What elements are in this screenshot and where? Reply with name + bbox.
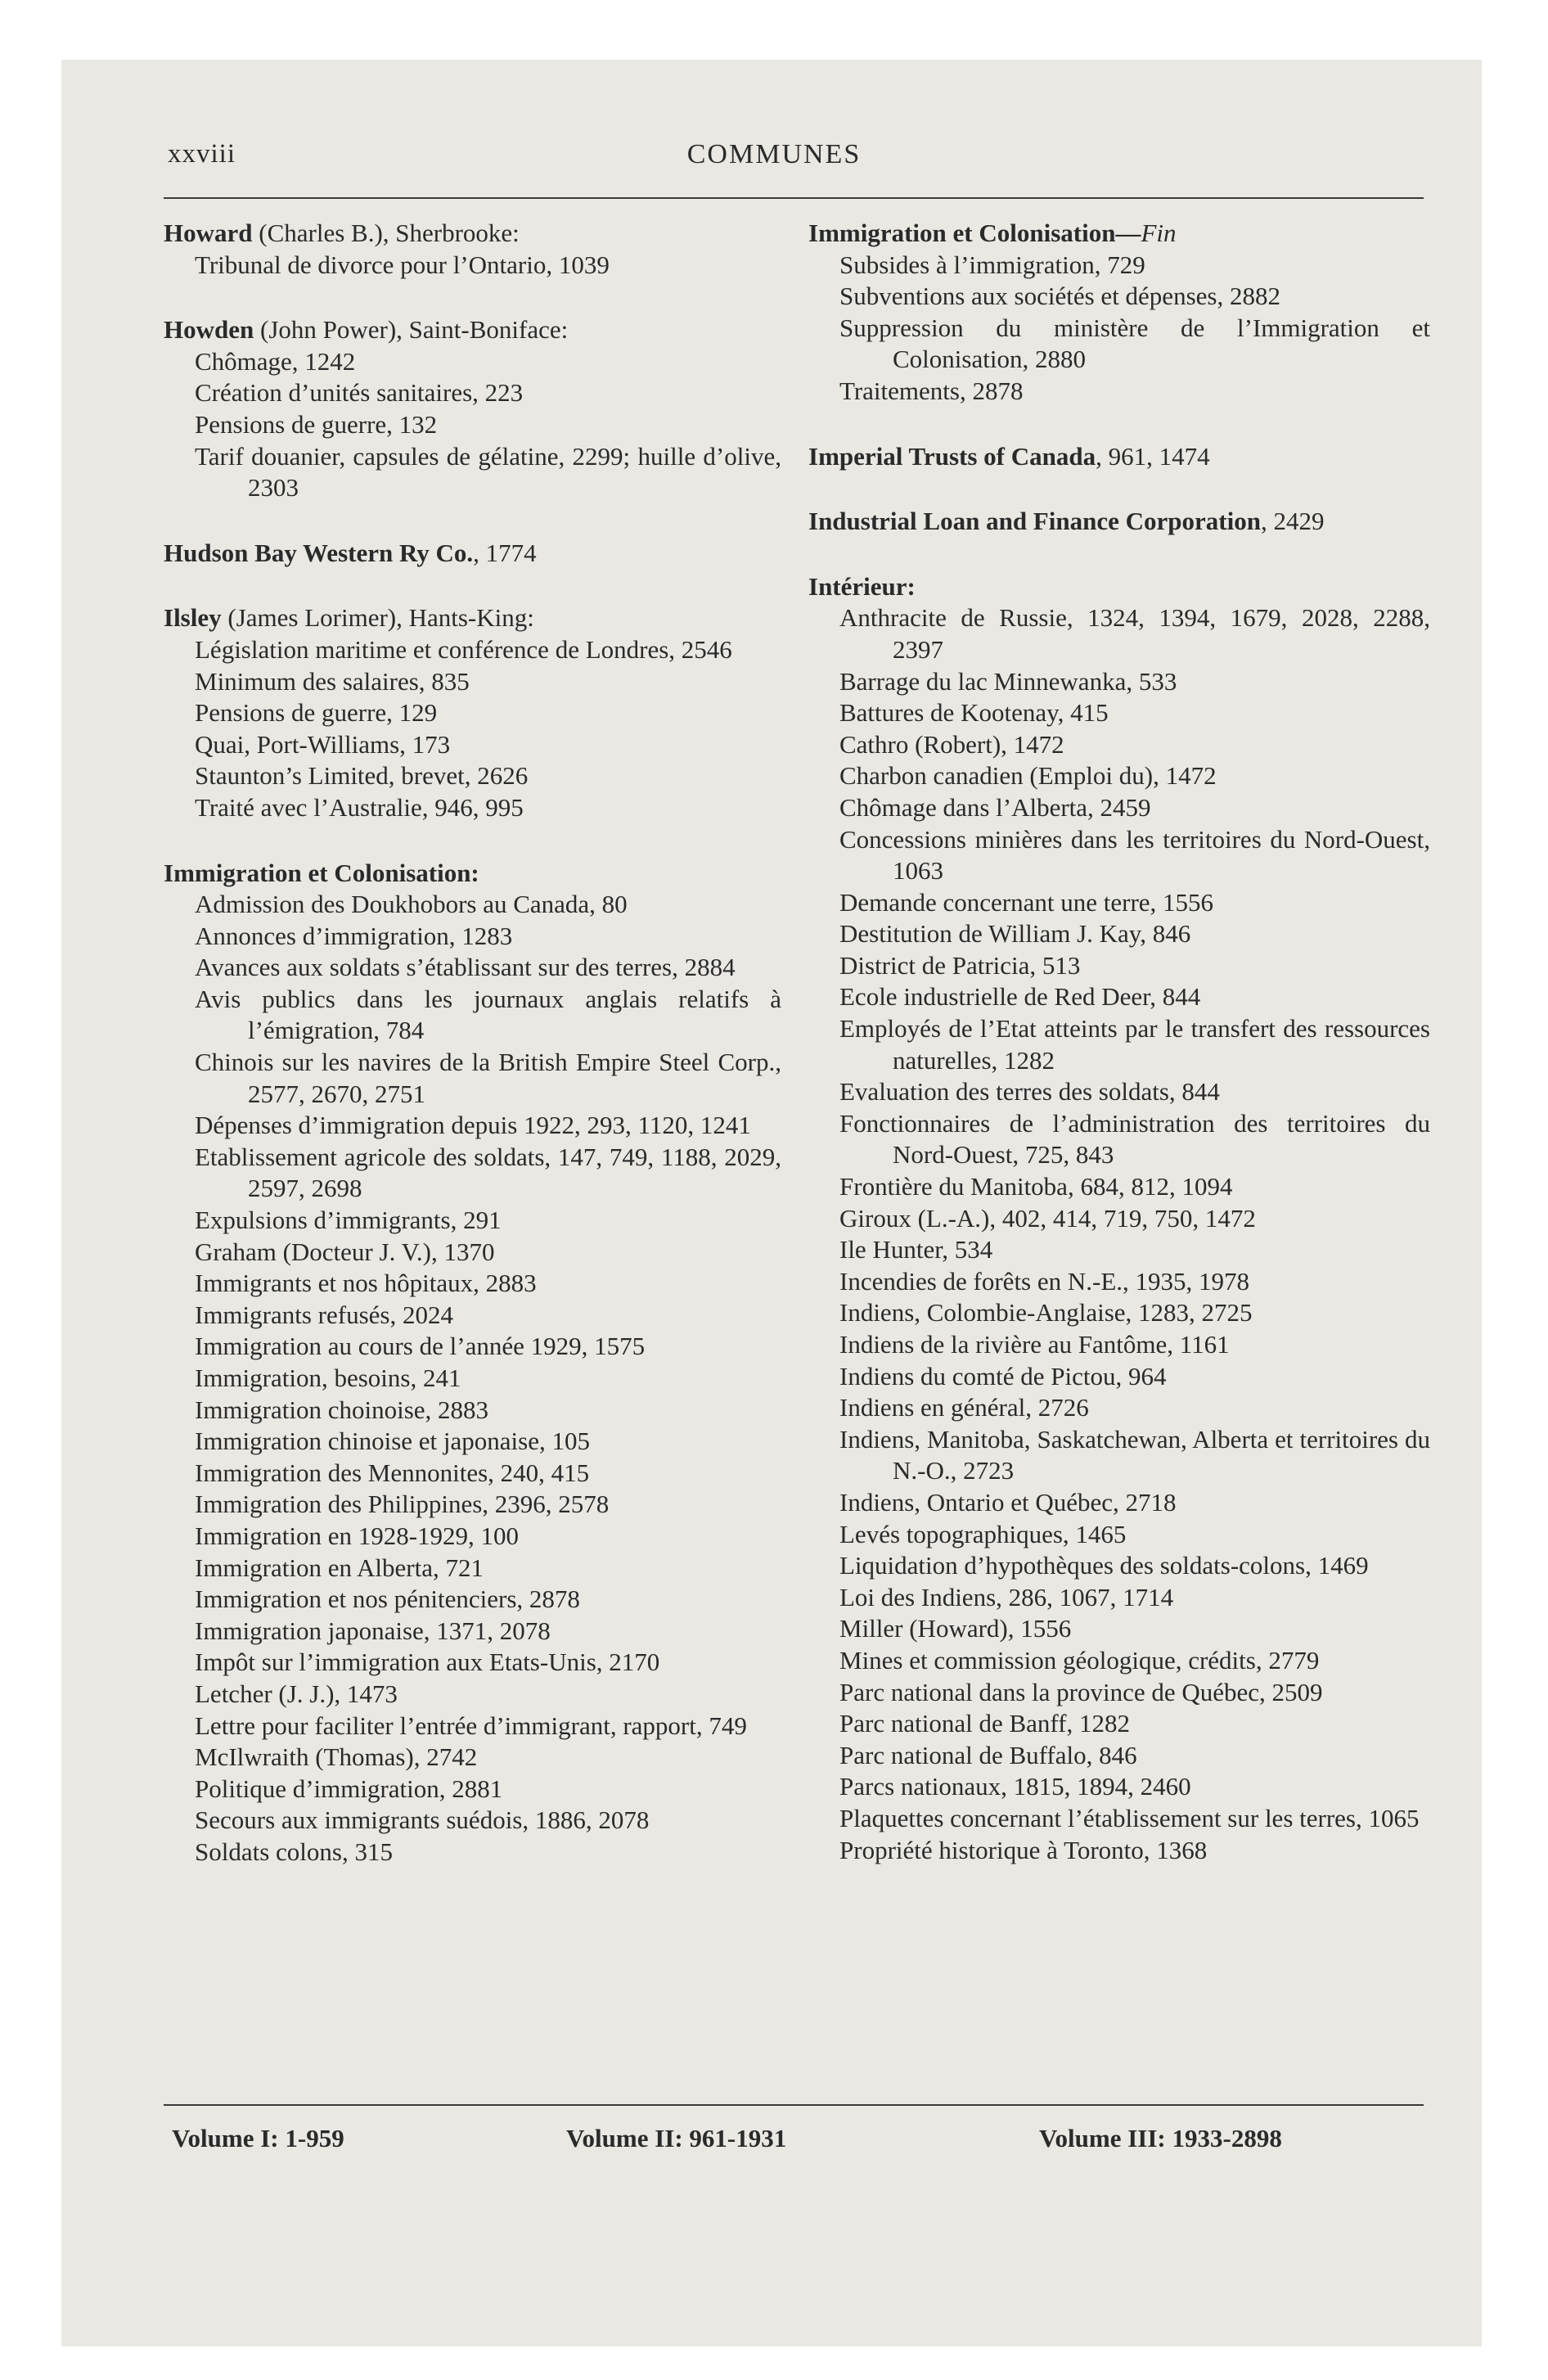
entry-item: Immigration japonaise, 1371, 2078 xyxy=(195,1616,551,1645)
entry-item: Indiens du comté de Pictou, 964 xyxy=(839,1361,1167,1391)
left-column xyxy=(164,218,781,1902)
index-entry xyxy=(164,218,781,281)
entry-head: Intérieur: xyxy=(808,571,916,601)
volume-1-range: Volume I: 1-959 xyxy=(172,2124,344,2152)
entry-item: Staunton’s Limited, brevet, 2626 xyxy=(195,761,529,791)
header-rule xyxy=(164,197,1424,199)
index-entry xyxy=(808,571,1430,1866)
entry-item: Tarif douanier, capsules de gélatine, 2299; huille d’olive, 2303 xyxy=(195,441,781,503)
entry-item: Immigration chinoise et japonaise, 105 xyxy=(195,1427,590,1456)
entry-item: Chômage dans l’Alberta, 2459 xyxy=(839,792,1151,822)
entry-item: Traitements, 2878 xyxy=(839,376,1024,405)
entry-item: Indiens, Colombie-Anglaise, 1283, 2725 xyxy=(839,1298,1253,1327)
entry-head: Howard xyxy=(164,219,253,247)
entry-item: Soldats colons, 315 xyxy=(195,1837,393,1866)
entry-head: Immigration et Colonisation: xyxy=(164,858,479,887)
entry-item: Frontière du Manitoba, 684, 812, 1094 xyxy=(839,1172,1233,1201)
entry-item: Immigration et nos pénitenciers, 2878 xyxy=(195,1584,580,1614)
entry-item: Subsides à l’immigration, 729 xyxy=(839,250,1145,279)
entry-item: Chômage, 1242 xyxy=(195,346,356,376)
entry-head: Howden xyxy=(164,315,254,345)
entry-item: Etablissement agricole des soldats, 147, 749, 1188, 2029, 2597, 2698 xyxy=(195,1142,781,1203)
entry-item: Chinois sur les navires de la British Empire Steel Corp., 2577, 2670, 2751 xyxy=(195,1048,781,1108)
entry-item: Fonctionnaires de l’administration des territoires du Nord-Ouest, 725, 843 xyxy=(839,1108,1430,1170)
entry-item: Immigration des Philippines, 2396, 2578 xyxy=(195,1490,610,1519)
entry-item: Suppression du ministère de l’Immigration et Colonisation, 2880 xyxy=(839,313,1430,374)
entry-item: Indiens en général, 2726 xyxy=(839,1393,1089,1422)
entry-item: Immigrants et nos hôpitaux, 2883 xyxy=(195,1269,537,1298)
entry-head: Industrial Loan and Finance Corporation xyxy=(808,507,1261,536)
entry-item: Immigration des Mennonites, 240, 415 xyxy=(195,1458,590,1487)
entry-item: Miller (Howard), 1556 xyxy=(839,1614,1072,1643)
entry-item: Indiens, Manitoba, Saskatchewan, Alberta et territoires du N.-O., 2723 xyxy=(839,1424,1430,1485)
entry-item: Charbon canadien (Emploi du), 1472 xyxy=(839,761,1217,791)
entry-item: Quai, Port-Williams, 173 xyxy=(195,729,451,759)
entry-item: Parcs nationaux, 1815, 1894, 2460 xyxy=(839,1772,1191,1801)
entry-item: Concessions minières dans les territoires du Nord-Ouest, 1063 xyxy=(839,824,1430,886)
entry-item: Traité avec l’Australie, 946, 995 xyxy=(195,792,524,822)
entry-item: Barrage du lac Minnewanka, 533 xyxy=(839,666,1177,696)
entry-head-detail: , 2429 xyxy=(1260,507,1325,536)
entry-item: Ile Hunter, 534 xyxy=(839,1235,993,1264)
entry-item: Propriété historique à Toronto, 1368 xyxy=(839,1835,1208,1864)
entry-item: Indiens, Ontario et Québec, 2718 xyxy=(839,1487,1177,1517)
entry-head: Hudson Bay Western Ry Co. xyxy=(164,538,474,567)
volume-2-range: Volume II: 961-1931 xyxy=(566,2124,787,2152)
entry-item: Immigration en Alberta, 721 xyxy=(195,1553,484,1582)
entry-item: Parc national dans la province de Québec, 2509 xyxy=(839,1677,1323,1706)
entry-item: Battures de Kootenay, 415 xyxy=(839,698,1109,728)
entry-item: Immigration au cours de l’année 1929, 1575 xyxy=(195,1332,646,1361)
entry-head-detail: , 961, 1474 xyxy=(1096,441,1210,471)
entry-item: Levés topographiques, 1465 xyxy=(839,1519,1127,1548)
entry-head-detail: , 1774 xyxy=(473,538,537,567)
entry-item: Cathro (Robert), 1472 xyxy=(839,729,1064,759)
entry-item: Ecole industrielle de Red Deer, 844 xyxy=(839,982,1201,1012)
page-title: COMMUNES xyxy=(686,139,862,169)
entry-head: Imperial Trusts of Canada xyxy=(808,441,1096,471)
entry-item: Evaluation des terres des soldats, 844 xyxy=(839,1077,1220,1107)
entry-item: Immigration en 1928-1929, 100 xyxy=(195,1521,520,1550)
index-entry xyxy=(164,858,781,1868)
entry-item: Anthracite de Russie, 1324, 1394, 1679, 2028, 2288, 2397 xyxy=(839,603,1430,664)
index-entry xyxy=(164,602,781,823)
entry-item: Employés de l’Etat atteints par le transfert des ressources naturelles, 1282 xyxy=(839,1014,1430,1075)
entry-item: McIlwraith (Thomas), 2742 xyxy=(195,1742,478,1772)
page-number: xxviii xyxy=(168,139,236,169)
entry-item: Législation maritime et conférence de Londres, 2546 xyxy=(195,634,732,664)
entry-item: Avis publics dans les journaux anglais relatifs à l’émigration, 784 xyxy=(195,984,781,1045)
index-entry xyxy=(808,441,1430,473)
index-entry xyxy=(808,506,1430,538)
entry-item: Pensions de guerre, 129 xyxy=(195,698,438,728)
footer-rule xyxy=(164,2104,1424,2106)
index-entry xyxy=(808,218,1430,408)
entry-item: Lettre pour faciliter l’entrée d’immigrant, rapport, 749 xyxy=(195,1711,747,1740)
entry-item: Parc national de Buffalo, 846 xyxy=(839,1740,1137,1769)
entry-item: Loi des Indiens, 286, 1067, 1714 xyxy=(839,1582,1174,1611)
entry-head-detail: (John Power), Saint-Boniface: xyxy=(254,315,569,345)
entry-head-detail: (James Lorimer), Hants-King: xyxy=(221,603,534,633)
entry-item: Immigrants refusés, 2024 xyxy=(195,1300,453,1329)
entry-item: Plaquettes concernant l’établissement sur les terres, 1065 xyxy=(839,1803,1420,1832)
entry-head-detail: (Charles B.), Sherbrooke: xyxy=(252,219,520,247)
entry-item: Indiens de la rivière au Fantôme, 1161 xyxy=(839,1330,1230,1359)
index-entry xyxy=(164,314,781,504)
entry-item: Annonces d’immigration, 1283 xyxy=(195,921,513,950)
entry-head-continued: Fin xyxy=(1141,219,1177,247)
entry-item: Admission des Doukhobors au Canada, 80 xyxy=(195,890,628,919)
entry-item: Giroux (L.-A.), 402, 414, 719, 750, 1472 xyxy=(839,1203,1256,1233)
entry-item: Demande concernant une terre, 1556 xyxy=(839,887,1214,917)
entry-item: Politique d’immigration, 2881 xyxy=(195,1774,503,1803)
volume-3-range: Volume III: 1933-2898 xyxy=(1039,2124,1282,2152)
entry-item: Expulsions d’immigrants, 291 xyxy=(195,1206,502,1235)
entry-item: Liquidation d’hypothèques des soldats-colons, 1469 xyxy=(839,1551,1369,1580)
entry-item: Pensions de guerre, 132 xyxy=(195,409,438,439)
entry-head: Ilsley xyxy=(164,603,222,633)
entry-item: Immigration, besoins, 241 xyxy=(195,1364,461,1392)
index-entry xyxy=(164,538,781,570)
entry-item: Incendies de forêts en N.-E., 1935, 1978 xyxy=(839,1266,1250,1296)
entry-item: Subventions aux sociétés et dépenses, 2882 xyxy=(839,282,1280,311)
entry-item: Parc national de Banff, 1282 xyxy=(839,1709,1130,1738)
entry-item: Tribunal de divorce pour l’Ontario, 1039 xyxy=(195,250,610,279)
entry-item: Secours aux immigrants suédois, 1886, 2078 xyxy=(195,1805,650,1835)
entry-item: Minimum des salaires, 835 xyxy=(195,666,470,696)
entry-item: Avances aux soldats s’établissant sur des terres, 2884 xyxy=(195,953,736,982)
entry-item: Mines et commission géologique, crédits, 2779 xyxy=(839,1645,1320,1675)
entry-item: Graham (Docteur J. V.), 1370 xyxy=(195,1237,495,1266)
right-column xyxy=(808,218,1430,1900)
entry-item: Dépenses d’immigration depuis 1922, 293, 1120, 1241 xyxy=(195,1111,751,1140)
entry-item: Impôt sur l’immigration aux Etats-Unis, 2170 xyxy=(195,1648,660,1677)
entry-item: District de Patricia, 513 xyxy=(839,950,1081,980)
entry-item: Destitution de William J. Kay, 846 xyxy=(839,919,1191,949)
entry-item: Création d’unités sanitaires, 223 xyxy=(195,378,524,408)
entry-head: Immigration et Colonisation— xyxy=(808,219,1141,247)
entry-item: Letcher (J. J.), 1473 xyxy=(195,1679,398,1708)
entry-item: Immigration choinoise, 2883 xyxy=(195,1395,489,1424)
